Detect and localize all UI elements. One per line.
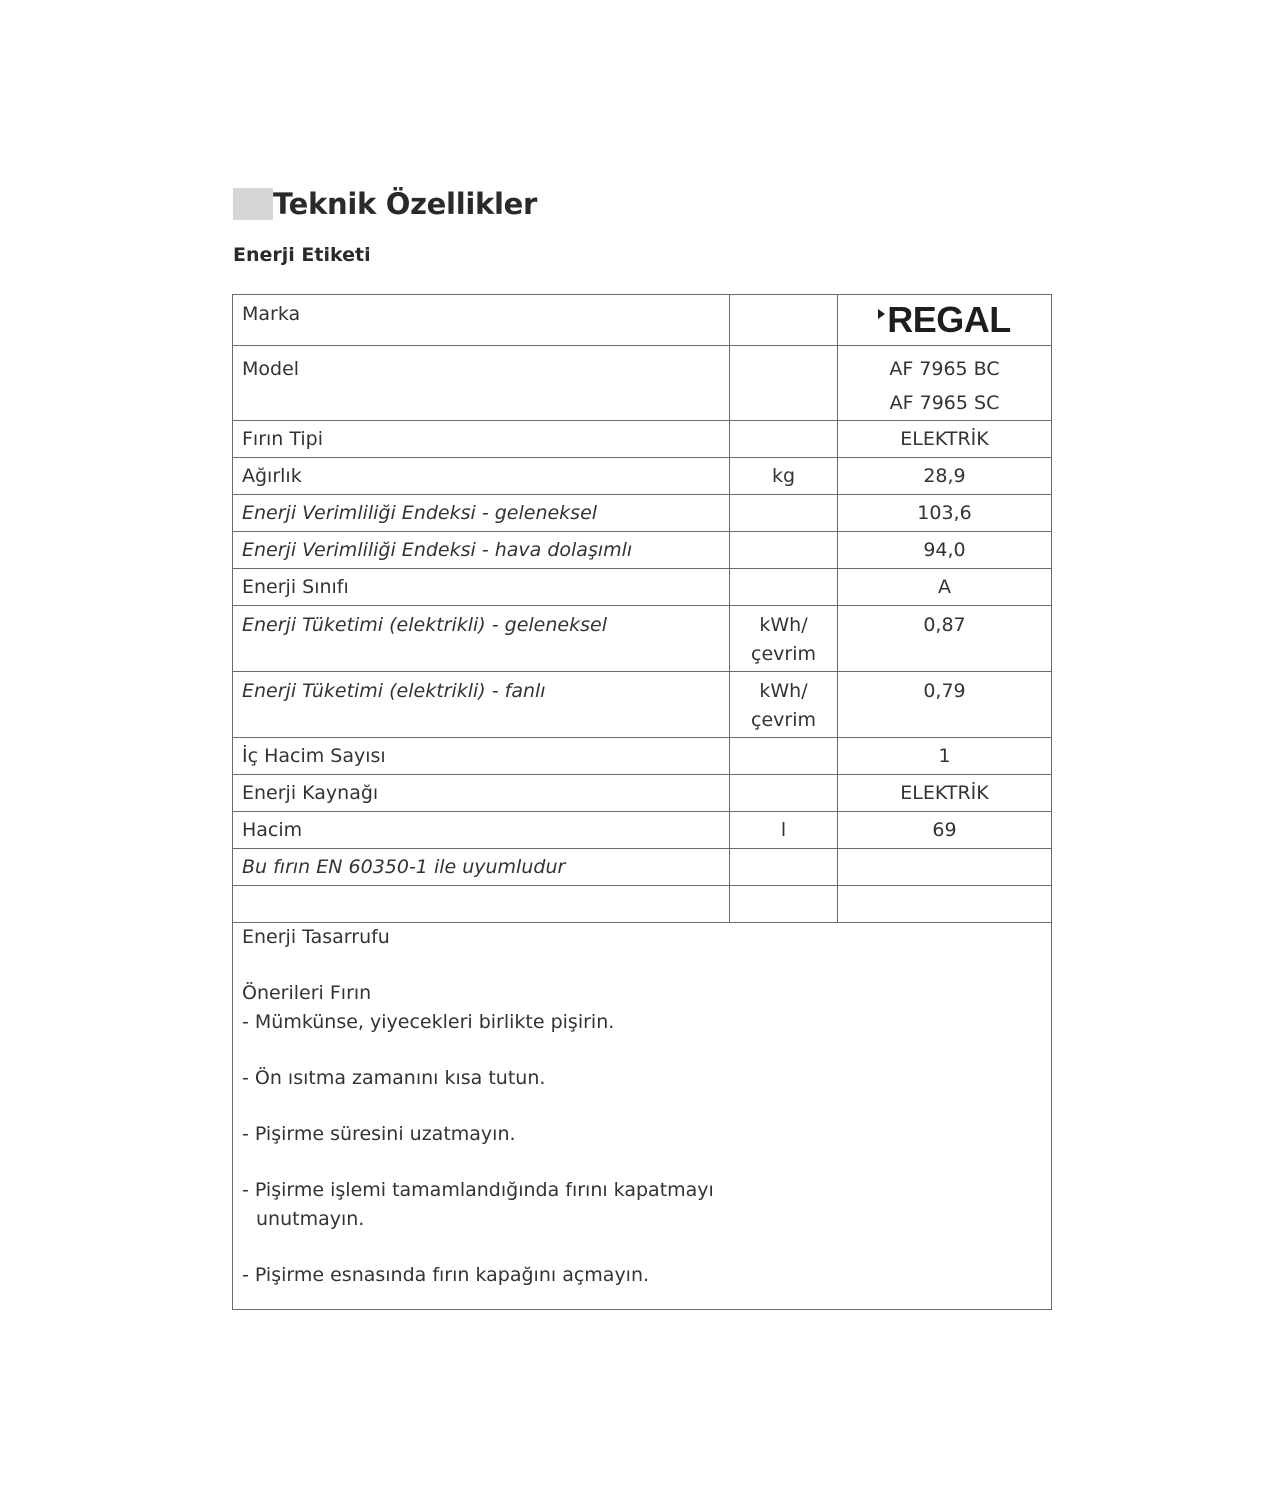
model-label: Model [233,346,730,421]
row-value: ELEKTRİK [838,421,1052,458]
unit-line-2: çevrim [751,709,816,731]
table-row-model [233,346,1052,421]
row-unit [730,672,838,738]
brand-unit [730,295,838,346]
page-title [233,187,537,221]
model-values [838,346,1052,421]
table-row [233,495,1052,532]
row-label: Enerji Verimliliği Endeksi - geleneksel [233,495,730,532]
energy-saving-notes [233,923,1052,1310]
table-row [233,606,1052,672]
row-label: Hacim [233,812,730,849]
logo-text: REGAL [887,299,1011,340]
notes-tip: - Pişirme süresini uzatmayın. [242,1123,516,1145]
row-value: 0,87 [838,606,1052,672]
regal-logo [847,300,1042,340]
row-value: 69 [838,812,1052,849]
row-value [838,849,1052,886]
row-value: 0,79 [838,672,1052,738]
table-row-empty [233,886,1052,923]
row-label: Bu fırın EN 60350-1 ile uyumludur [233,849,730,886]
unit-line-1: kWh/ [759,614,808,636]
unit-line-2: çevrim [751,643,816,665]
notes-tip: - Ön ısıtma zamanını kısa tutun. [242,1067,546,1089]
row-value: A [838,569,1052,606]
brand-label: Marka [233,295,730,346]
row-label: Enerji Tüketimi (elektrikli) - fanlı [233,672,730,738]
row-unit [730,569,838,606]
row-value: 103,6 [838,495,1052,532]
notes-tip: - Pişirme esnasında fırın kapağını açmayın. [242,1264,650,1286]
table-row [233,812,1052,849]
table-row-notes [233,923,1052,1310]
row-unit [730,886,838,923]
row-unit [730,738,838,775]
table-row [233,738,1052,775]
row-label: Fırın Tipi [233,421,730,458]
unit-line-1: kWh/ [759,680,808,702]
notes-subheading: Önerileri Fırın [242,982,372,1004]
row-label: Enerji Kaynağı [233,775,730,812]
page-title-text: Teknik Özellikler [273,187,537,221]
model-value-1: AF 7965 BC [889,358,1000,380]
row-value: 28,9 [838,458,1052,495]
table-row [233,569,1052,606]
table-row [233,421,1052,458]
row-label: Enerji Tüketimi (elektrikli) - geleneksel [233,606,730,672]
brand-logo-cell [838,295,1052,346]
table-row [233,849,1052,886]
table-row [233,672,1052,738]
section-subtitle: Enerji Etiketi [233,244,371,266]
row-unit [730,421,838,458]
row-value: 94,0 [838,532,1052,569]
energy-label-table [232,294,1052,1310]
table-row-brand [233,295,1052,346]
row-label: Enerji Verimliliği Endeksi - hava dolaşımlı [233,532,730,569]
row-unit: l [730,812,838,849]
row-unit [730,775,838,812]
table-row [233,458,1052,495]
notes-tip: - Mümkünse, yiyecekleri birlikte pişirin. [242,1011,615,1033]
notes-tip: - Pişirme işlemi tamamlandığında fırını kapatmayı [242,1179,714,1201]
row-label: İç Hacim Sayısı [233,738,730,775]
table-row [233,775,1052,812]
row-unit [730,849,838,886]
row-label [233,886,730,923]
model-unit [730,346,838,421]
title-marker-block [233,188,273,220]
row-value: ELEKTRİK [838,775,1052,812]
logo-triangle-icon [878,309,885,319]
model-value-2: AF 7965 SC [889,392,1000,414]
notes-tip-continued: unutmayın. [256,1208,365,1230]
row-value [838,886,1052,923]
notes-heading: Enerji Tasarrufu [242,926,390,948]
row-label: Enerji Sınıfı [233,569,730,606]
row-unit [730,495,838,532]
table-row [233,532,1052,569]
row-unit [730,606,838,672]
row-value: 1 [838,738,1052,775]
row-unit: kg [730,458,838,495]
row-label: Ağırlık [233,458,730,495]
row-unit [730,532,838,569]
